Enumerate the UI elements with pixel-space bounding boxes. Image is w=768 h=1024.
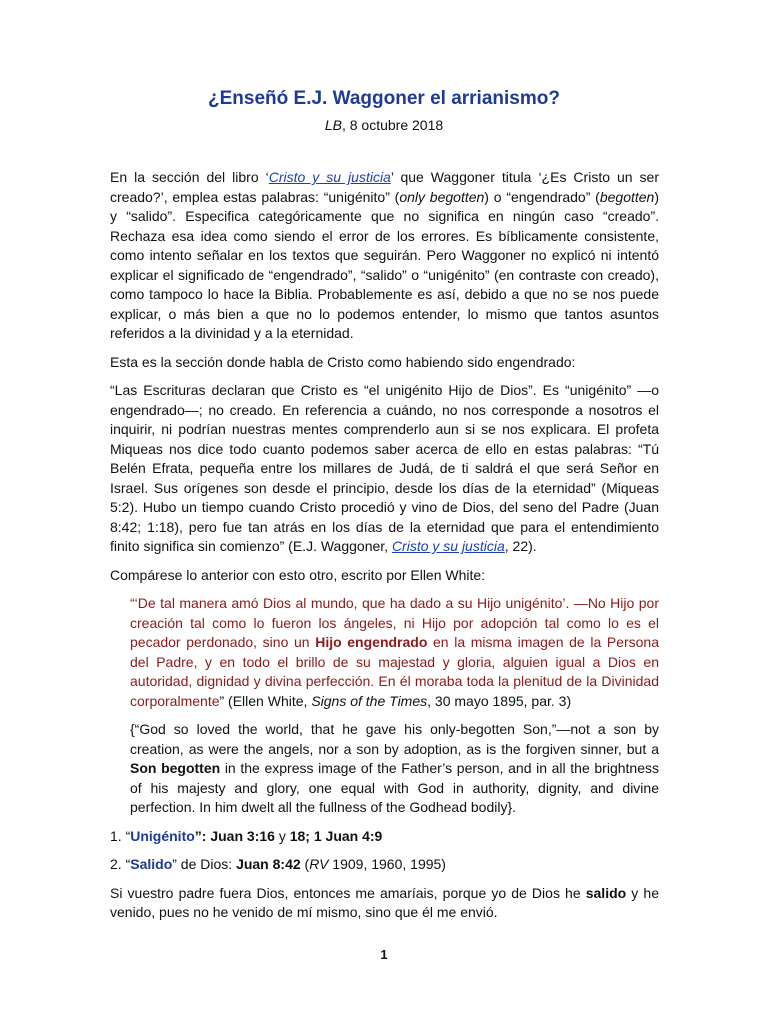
- term: Unigénito: [130, 827, 195, 844]
- text-bold: Son begotten: [130, 760, 221, 776]
- reference: Juan 3:16: [210, 827, 275, 844]
- paragraph-verse: [110, 884, 659, 923]
- document-body: [110, 168, 659, 932]
- term: Salido: [130, 856, 173, 872]
- text: y: [274, 827, 290, 844]
- text-red: en la misma imagen de la Persona del Padre, y en todo el brillo de su majestad y gloria, alguien igual a Dios en autoridad, dignidad y divina perfección. En él moraba toda la plenitud de la Divinidad corporalmente: [130, 634, 659, 709]
- list-item-2: [110, 855, 659, 875]
- book-link[interactable]: Cristo y su justicia: [391, 538, 505, 554]
- text: Si vuestro padre fuera Dios, entonces me amaríais, porque yo de Dios he: [110, 884, 586, 901]
- reference: 18: [289, 827, 306, 844]
- quote-ellen-white: [130, 594, 659, 711]
- text-italic: RV: [309, 856, 329, 872]
- text: 2. “: [110, 856, 131, 872]
- subtitle: [0, 117, 768, 133]
- text: ” de Dios:: [172, 856, 237, 872]
- list-item-1: [110, 827, 659, 847]
- text: in the express image of the Father’s person, and in all the brightness of his majesty and glory, one equal with God in authority, dignity, and divine perfection. In him dwelt all the fullness of the Godhead bodily}.: [130, 760, 659, 815]
- book-link[interactable]: Cristo y su justicia: [268, 169, 391, 185]
- reference: Juan 8:42: [236, 856, 301, 872]
- text-bold: salido: [585, 884, 627, 901]
- text: ’ que Waggoner titula ‘¿Es Cristo un ser creado?’, emplea estas palabras: “unigénito” (: [110, 169, 660, 205]
- text: , 22).: [504, 538, 537, 554]
- page-number: 1: [380, 947, 388, 962]
- text: (: [300, 856, 310, 872]
- text-italic: only begotten: [399, 188, 485, 205]
- paragraph-compare: Compárese lo anterior con esto otro, escrito por Ellen White:: [110, 566, 486, 583]
- paragraph-intro: [110, 168, 659, 344]
- text: ) o “engendrado” (: [484, 188, 600, 205]
- page-title: ¿Enseñó E.J. Waggoner el arrianismo?: [208, 88, 560, 109]
- paragraph-waggoner-quote: [110, 381, 659, 557]
- text-red-bold: Hijo engendrado: [315, 634, 428, 650]
- quote-english: [130, 720, 659, 818]
- text: ) y “salido”. Especifica categóricamente que no significa en ningún caso “creado”. Rechaza esa idea como siendo el error de los errores. Es bíblicamente consistente, como intento señalar en los textos que seguirán. Pero Waggoner no explicó ni intentó explicar el significado de “engendrado”, “salido” o “unigénito” (en contraste con creado), como tampoco lo hace la Biblia. Probablemente es así, debido a que no se nos puede explicar, o más bien a que no lo podemos entender, lo mismo que tantos asuntos referidos a la divinidad y a la eternidad.: [110, 188, 660, 341]
- text: “: [130, 595, 135, 611]
- text: ;: [305, 827, 314, 844]
- text-italic: Signs of the Times: [311, 692, 428, 709]
- text: 1909, 1960, 1995): [328, 856, 446, 872]
- source-abbrev: LB: [324, 117, 342, 133]
- text-red: ‘De tal manera amó Dios al mundo, que ha dado a su Hijo unigénito’. —No Hijo por creación tal como lo fueron los ángeles, ni Hijo por adopción tal como lo es el pecador perdonado, sino un: [130, 595, 659, 650]
- text: En la sección del libro ‘: [110, 169, 269, 185]
- text: {“God so loved the world, that he gave his only-begotten Son,”—not a son by creation, as were the angels, nor a son by adoption, as is the forgiven sinner, but a: [130, 721, 659, 757]
- reference: 1 Juan 4:9: [313, 827, 383, 844]
- text: ” (Ellen White,: [219, 692, 312, 709]
- text: “Las Escrituras declaran que Cristo es “el unigénito Hijo de Dios”. Es “unigénito” —o engendrado—; no creado. En referencia a cuándo, no nos corresponde a nosotros el inquirir, ni podrían nuestras mentes comprenderlo aun si se nos explicara. El profeta Miqueas nos dice todo cuanto podemos saber acerca de ello en estas palabras: “Tú Belén Efrata, pequeña entre los millares de Judá, de ti saldrá el que será Señor en Israel. Sus orígenes son desde el principio, desde los días de la eternidad” (Miqueas 5:2). Hubo un tiempo cuando Cristo procedió y vino de Dios, del seno del Padre (Juan 8:42; 1:18), pero fue tan atrás en los días de la eternidad que para el entendimiento finito significa sin comienzo” (E.J. Waggoner,: [110, 382, 659, 554]
- text: , 30 mayo 1895, par. 3): [427, 692, 572, 709]
- paragraph-section-intro: Esta es la sección donde habla de Cristo como habiendo sido engendrado:: [110, 353, 576, 370]
- date: , 8 octubre 2018: [341, 117, 444, 133]
- text: 1. “: [110, 827, 131, 844]
- text: ”:: [194, 827, 211, 844]
- text-italic: begotten: [599, 188, 655, 205]
- text: y he venido, pues no he venido de mí mismo, sino que él me envió.: [110, 884, 659, 920]
